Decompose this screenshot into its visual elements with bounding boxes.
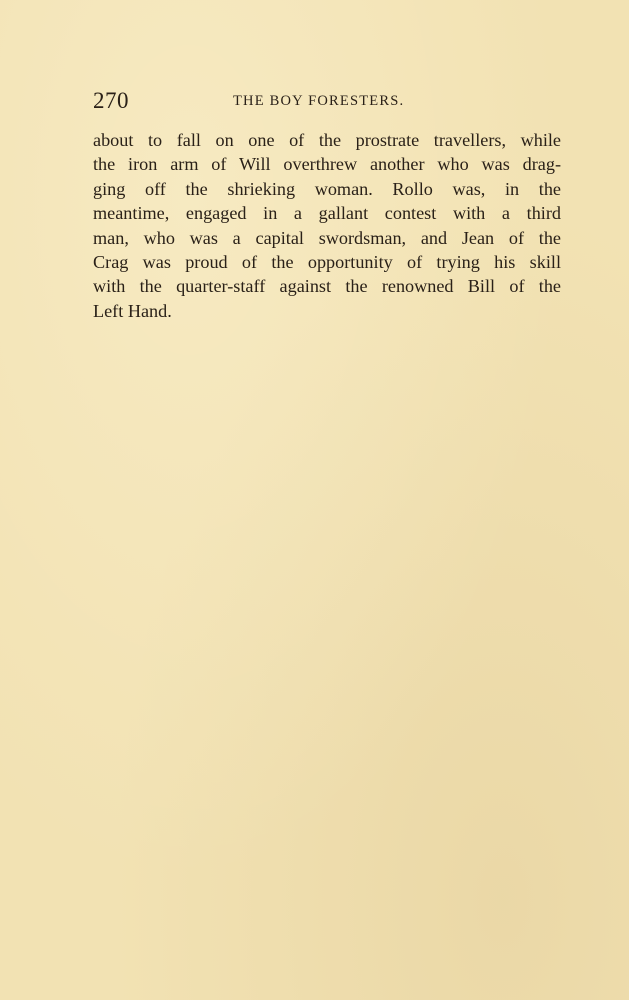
text-line: meantime, engaged in a gallant contest with a third bbox=[93, 203, 561, 224]
text-line: Left Hand. bbox=[93, 300, 172, 321]
text-line: about to fall on one of the prostrate travellers, while bbox=[93, 130, 561, 150]
text-line: with the quarter-staff against the renowned Bill of the bbox=[93, 276, 561, 297]
running-title: THE BOY FORESTERS. bbox=[233, 93, 405, 109]
page-number: 270 bbox=[93, 88, 129, 113]
text-line: man, who was a capital swordsman, and Jean of the bbox=[93, 227, 561, 248]
text-line: Crag was proud of the opportunity of trying his skill bbox=[93, 251, 561, 272]
text-line: the iron arm of Will overthrew another who was drag- bbox=[93, 154, 561, 175]
running-head bbox=[93, 86, 561, 116]
text-line: ging off the shrieking woman. Rollo was, in the bbox=[93, 178, 561, 199]
body-paragraph bbox=[93, 128, 561, 323]
